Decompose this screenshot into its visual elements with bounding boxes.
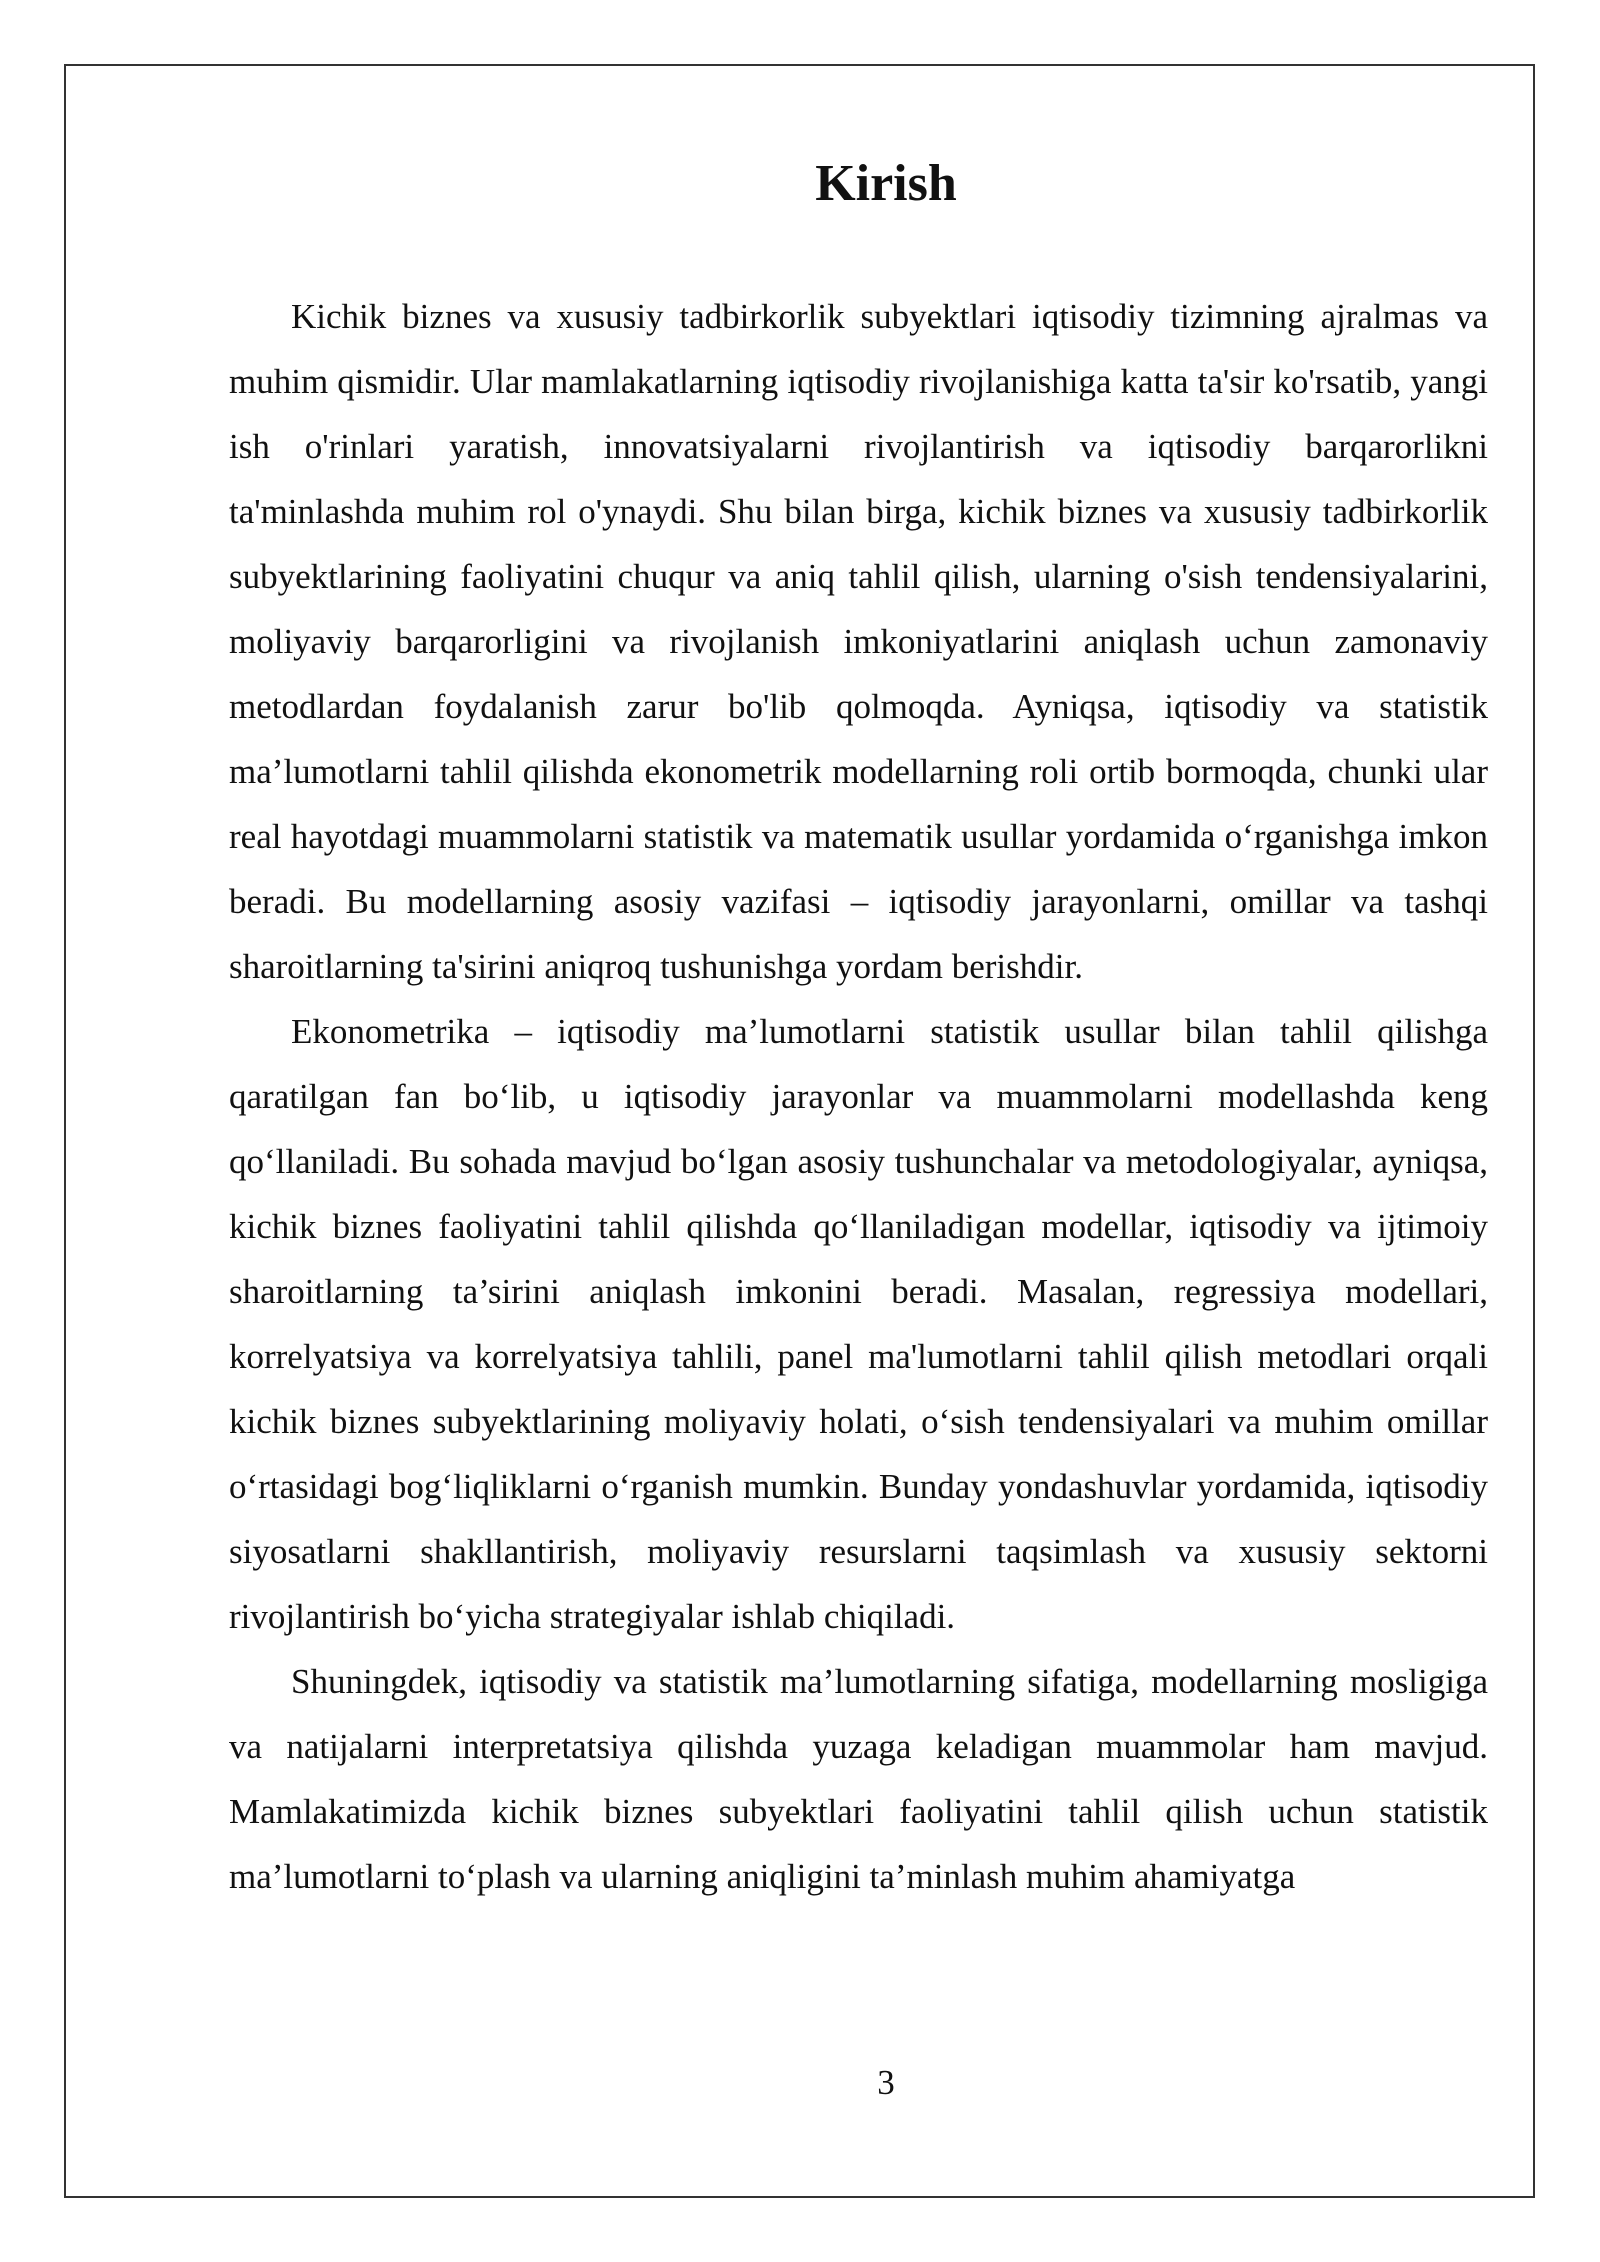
paragraph-1: Kichik biznes va xususiy tadbirkorlik subyektlari iqtisodiy tizimning ajralmas va muhim qismidir. Ular mamlakatlarning iqtisodiy rivojlanishiga katta ta'sir ko'rsatib, yangi ish o'rinlari yaratish, innovatsiyalarni rivojlantirish va iqtisodiy barqarorlikni ta'minlashda muhim rol o'ynaydi. Shu bilan birga, kichik biznes va xususiy tadbirkorlik subyektlarining faoliyatini chuqur va aniq tahlil qilish, ularning o'sish tendensiyalarini, moliyaviy barqarorligini va rivojlanish imkoniyatlarini aniqlash uchun zamonaviy metodlardan foydalanish zarur bo'lib qolmoqda. Ayniqsa, iqtisodiy va statistik ma’lumotlarni tahlil qilishda ekonometrik modellarning roli ortib bormoqda, chunki ular real hayotdagi muammolarni statistik va matematik usullar yordamida o‘rganishga imkon beradi. Bu modellarning asosiy vazifasi – iqtisodiy jarayonlarni, omillar va tashqi sharoitlarning ta'sirini aniqroq tushunishga yordam berishdir. bbox=[229, 297, 1488, 986]
body-text bbox=[229, 284, 1488, 1909]
paragraph-3: Shuningdek, iqtisodiy va statistik ma’lumotlarning sifatiga, modellarning mosligiga va natijalarni interpretatsiya qilishda yuzaga keladigan muammolar ham mavjud. Mamlakatimizda kichik biznes subyektlari faoliyatini tahlil qilish uchun statistik ma’lumotlarni to‘plash va ularning aniqligini ta’minlash muhim ahamiyatga bbox=[229, 1662, 1488, 1896]
page-title: Kirish bbox=[815, 155, 957, 212]
paragraph-2: Ekonometrika – iqtisodiy ma’lumotlarni statistik usullar bilan tahlil qilishga qaratilgan fan bo‘lib, u iqtisodiy jarayonlar va muammolarni modellashda keng qo‘llaniladi. Bu sohada mavjud bo‘lgan asosiy tushunchalar va metodologiyalar, ayniqsa, kichik biznes faoliyatini tahlil qilishda qo‘llaniladigan modellar, iqtisodiy va ijtimoiy sharoitlarning ta’sirini aniqlash imkonini beradi. Masalan, regressiya modellari, korrelyatsiya va korrelyatsiya tahlili, panel ma'lumotlarni tahlil qilish metodlari orqali kichik biznes subyektlarining moliyaviy holati, o‘sish tendensiyalari va muhim omillar o‘rtasidagi bog‘liqliklarni o‘rganish mumkin. Bunday yondashuvlar yordamida, iqtisodiy siyosatlarni shakllantirish, moliyaviy resurslarni taqsimlash va xususiy sektorni rivojlantirish bo‘yicha strategiyalar ishlab chiqiladi. bbox=[229, 1012, 1488, 1636]
page-number: 3 bbox=[877, 2063, 895, 2102]
